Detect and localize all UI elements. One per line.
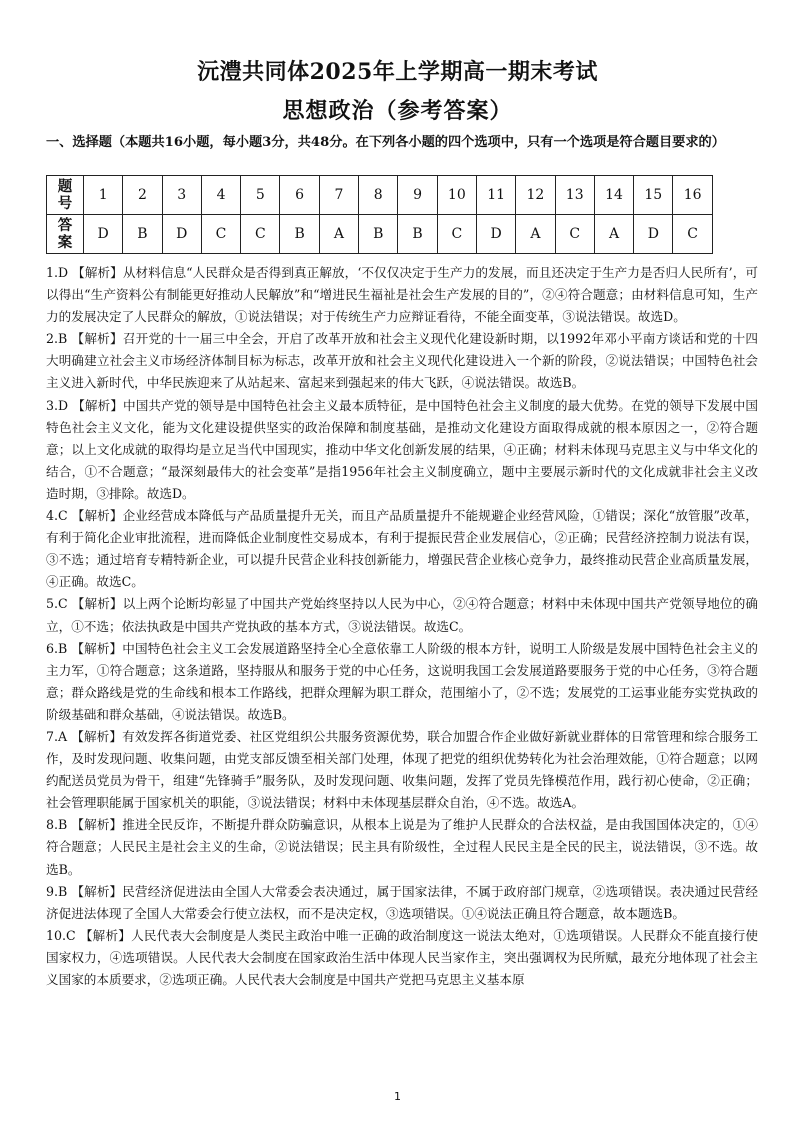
explanation-item: 2.B 【解析】召开党的十一届三中全会，开启了改革开放和社会主义现代化建设新时期，以1992年邓小平南方谈话和党的十四大明确建立社会主义市场经济体制目标为标志，改革开放和社会主义现代化建设进入一个新的阶段，②说法错误；中国特色社会主义进入新时代，中华民族迎来了从站起来、富起来到强起来的伟大飞跃，④说法错误。故选B。	[46, 331, 758, 391]
explanation-item: 9.B 【解析】民营经济促进法由全国人大常委会表决通过，属于国家法律，不属于政府部门规章，②选项错误。表决通过民营经济促进法体现了全国人大常委会行使立法权，而不是决定权，③选项错误。①④说法正确且符合题意，故本题选B。	[46, 883, 758, 921]
answer-table	[46, 175, 713, 254]
explanation-item: 4.C 【解析】企业经营成本降低与产品质量提升无关，而且产品质量提升不能规避企业经营风险，①错误；深化“放管服”改革，有利于简化企业审批流程，进而降低企业制度性交易成本，有利于提振民营企业发展信心，②正确；民营经济控制力说法有误，③不选；通过培育专精特新企业，可以提升民营企业科技创新能力，增强民营企业核心竞争力，最终推动民营企业高质量发展，④正确。故选C。	[46, 508, 758, 590]
row-label-question-number: 题 号	[47, 176, 84, 215]
row-label-answer: 答 案	[47, 215, 84, 254]
question-number-cell: 5	[241, 176, 280, 215]
question-number-cell: 1	[84, 176, 123, 215]
exam-subtitle: 思想政治（参考答案）	[282, 98, 513, 124]
question-number-cell: 16	[673, 176, 712, 215]
answer-cell: B	[398, 215, 437, 254]
question-number-cell: 8	[359, 176, 398, 215]
answer-cell: A	[319, 215, 358, 254]
question-number-cell: 13	[555, 176, 594, 215]
explanation-item: 5.C 【解析】以上两个论断均彰显了中国共产党始终坚持以人民为中心，②④符合题意；材料中未体现中国共产党领导地位的确立，①不选；依法执政是中国共产党执政的基本方式，③说法错误。故选C。	[46, 596, 758, 634]
explanation-item: 6.B 【解析】中国特色社会主义工会发展道路坚持全心全意依靠工人阶级的根本方针，说明工人阶级是发展中国特色社会主义的主力军，①符合题意；这条道路，坚持服从和服务于党的中心任务，这说明我国工会发展道路要服务于党的中心任务，③符合题意；群众路线是党的生命线和根本工作路线，把群众理解为职工群众，范围缩小了，②不选；发展党的工运事业能夯实党执政的阶级基础和群众基础，④说法错误。故选B。	[46, 640, 758, 722]
question-number-cell: 14	[594, 176, 633, 215]
question-number-cell: 11	[476, 176, 515, 215]
explanation-item: 8.B 【解析】推进全民反诈，不断提升群众防骗意识，从根本上说是为了维护人民群众的合法权益，是由我国国体决定的，①④符合题意；人民民主是社会主义的生命，②说法错误；民主具有阶级性，全过程人民民主是全民的民主，说法错误，③不选。故选B。	[46, 817, 758, 877]
question-number-cell: 2	[123, 176, 162, 215]
explanation-item: 3.D 【解析】中国共产党的领导是中国特色社会主义最本质特征，是中国特色社会主义制度的最大优势。在党的领导下发展中国特色社会主义文化，能为文化建设提供坚实的政治保障和制度基础，是推动文化建设方面取得成就的根本原因之一，②符合题意；以上文化成就的取得均是立足当代中国现实，推动中华文化创新发展的结果，④正确；材料未体现马克思主义与中华文化的结合，①不合题意；“最深刻最伟大的社会变革”是指1956年社会主义制度确立，题中主要展示新时代的文化成就非社会主义改造时期，③排除。故选D。	[46, 397, 758, 501]
answer-cell: B	[280, 215, 319, 254]
page-number: 1	[394, 1090, 401, 1103]
explanation-item: 1.D 【解析】从材料信息“人民群众是否得到真正解放，‘不仅仅决定于生产力的发展，而且还决定于生产力是否归人民所有’，可以得出“生产资料公有制能更好推动人民解放”和“增进民生福祉是社会生产发展的目的”，②④符合题意；由材料信息可知，生产力的发展决定了人民群众的解放，①说法错误；对于传统生产力应辩证看待，不能全面变革，③说法错误。故选D。	[46, 265, 758, 325]
explanations	[46, 262, 758, 991]
answer-cell: B	[123, 215, 162, 254]
section-heading: 一、选择题（本题共16小题，每小题3分，共48分。在下列各小题的四个选项中，只有一个选项是符合题目要求的）	[46, 135, 725, 150]
answer-row	[47, 215, 713, 254]
answer-cell: D	[162, 215, 201, 254]
exam-title: 沅澧共同体2025年上学期高一期末考试	[197, 59, 598, 85]
question-number-cell: 15	[634, 176, 673, 215]
answer-cell: D	[634, 215, 673, 254]
question-number-cell: 3	[162, 176, 201, 215]
answer-cell: A	[516, 215, 555, 254]
answer-cell: C	[201, 215, 240, 254]
explanation-item: 7.A 【解析】有效发挥各街道党委、社区党组织公共服务资源优势，联合加盟合作企业做好新就业群体的日常管理和综合服务工作，及时发现问题、收集问题，由党支部反馈至相关部门处理，体现了把党的组织优势转化为社会治理效能，①符合题意；以网约配送员党员为骨干，组建“先锋骑手”服务队，及时发现问题、收集问题，发挥了党员先锋模范作用，践行初心使命，②正确；社会管理职能属于国家机关的职能，③说法错误；材料中未体现基层群众自治，④不选。故选A。	[46, 728, 758, 811]
answer-cell: A	[594, 215, 633, 254]
answer-cell: D	[84, 215, 123, 254]
question-number-cell: 10	[437, 176, 476, 215]
question-number-cell: 9	[398, 176, 437, 215]
answer-cell: C	[241, 215, 280, 254]
answer-cell: D	[476, 215, 515, 254]
question-number-cell: 12	[516, 176, 555, 215]
question-number-row	[47, 176, 713, 215]
answer-cell: B	[359, 215, 398, 254]
question-number-cell: 7	[319, 176, 358, 215]
answer-cell: C	[673, 215, 712, 254]
answer-cell: C	[437, 215, 476, 254]
question-number-cell: 6	[280, 176, 319, 215]
question-number-cell: 4	[201, 176, 240, 215]
explanation-item: 10.C 【解析】人民代表大会制度是人类民主政治中唯一正确的政治制度这一说法太绝对，①选项错误。人民群众不能直接行使国家权力，④选项错误。人民代表大会制度在国家政治生活中体现人民当家作主，突出强调权为民所赋，最充分地体现了社会主义国家的本质要求，②选项正确。人民代表大会制度是中国共产党把马克思主义基本原	[46, 927, 758, 987]
answer-cell: C	[555, 215, 594, 254]
